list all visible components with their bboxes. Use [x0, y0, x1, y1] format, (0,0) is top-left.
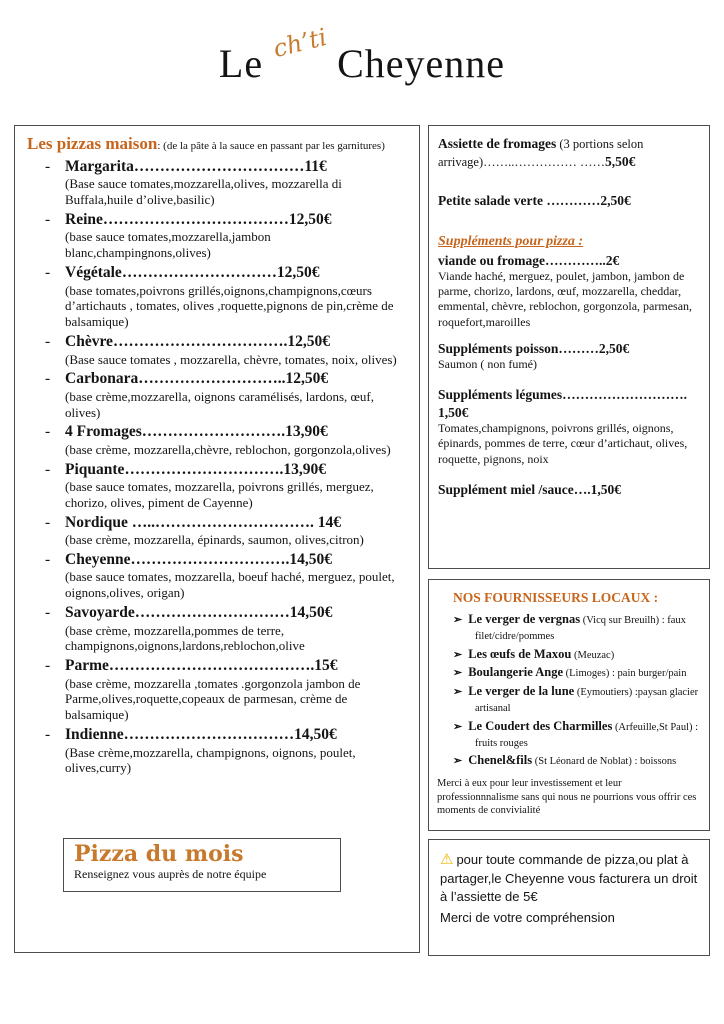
- pizza-price: 12,50€: [287, 333, 330, 351]
- supplier-detail: (Meuzac): [571, 649, 615, 661]
- pizza-leader: …..………………………….: [127, 513, 318, 531]
- arrow-bullet-icon: ➢: [453, 686, 463, 699]
- pizza-name: Reine: [65, 211, 103, 229]
- supplier-detail: (Vicq sur Breuilh) : faux filet/cidre/pommes: [475, 615, 686, 642]
- pizza-desc: (base crème,mozzarella, oignons caramélisés, lardons, œuf, olives): [65, 388, 374, 420]
- supplier-item: [437, 753, 701, 769]
- pizza-name: Végétale: [65, 264, 122, 282]
- pizza-desc: (Base sauce tomates , mozzarella, chèvre, tomates, noix, olives): [65, 351, 397, 367]
- arrow-bullet-icon: ➢: [453, 614, 463, 626]
- dash-bullet: -: [45, 726, 51, 744]
- supplier-name: Chenel&fils: [468, 753, 533, 768]
- pizza-name: Carbonara: [65, 370, 139, 388]
- pizza-name: Chèvre: [65, 333, 113, 351]
- title-le: Le: [218, 41, 264, 86]
- meat-list: Viande haché, merguez, poulet, jambon, jambon de parme, chorizo, lardons, œuf, mozzarella, cheddar, emmental, chèvre, reblochon, gorgonzola, parmesan, roquefort,maroilles: [438, 269, 693, 329]
- supplier-detail: (Limoges) : pain burger/pain: [563, 668, 687, 680]
- pizza-desc: (base crème, mozzarella,chèvre, reblochon, gorgonzola,olives): [65, 441, 391, 457]
- pizza-price: 14,50€: [289, 604, 333, 622]
- dash-bullet: -: [45, 264, 51, 282]
- pizza-leader: …………………………: [121, 264, 277, 282]
- supplier-name: Boulangerie Ange: [468, 665, 564, 680]
- pizza-desc: (base tomates,poivrons grillés,oignons,champignons,cœurs d’artichauts , tomates, olives ,roquette,pignons de pin,crème de balsamique): [65, 282, 394, 330]
- warning-icon: ⚠: [440, 851, 454, 868]
- pizza-name: Piquante: [65, 460, 125, 478]
- pizza-item: [45, 656, 407, 723]
- pizza-item: [45, 263, 407, 330]
- pizzas-heading: Les pizzas maison: [27, 134, 158, 153]
- vegetables-list: Tomates,champignons, poivrons grillés, oignons, épinards, pommes de terre, cœur d’artichaut, olives, roquette, pignons, noix: [438, 421, 688, 466]
- pizza-price: 14,50€: [294, 726, 337, 744]
- arrow-bullet-icon: ➢: [453, 755, 463, 768]
- pizza-leader: ……………………………: [123, 726, 295, 744]
- vegetables-line: [438, 386, 700, 421]
- arrow-bullet-icon: ➢: [453, 648, 463, 661]
- suppliers-heading: NOS FOURNISSEURS LOCAUX :: [453, 590, 659, 605]
- dash-bullet: -: [45, 604, 51, 622]
- supplier-item: [437, 665, 701, 681]
- pizza-item: [45, 460, 407, 511]
- fish-line: [438, 340, 700, 358]
- notice-text: pour toute commande de pizza,ou plat à partager,le Cheyenne vous facturera un droit à l’assiette de 5€: [440, 852, 698, 904]
- pizza-price: 12,50€: [285, 370, 329, 388]
- pizza-leader: ……………………….: [141, 423, 286, 441]
- pizza-desc: (base sauce tomates,mozzarella,jambon blanc,champingnons,olives): [65, 229, 271, 261]
- supplements-heading-line: [438, 232, 700, 250]
- pizza-desc: (base crème, mozzarella,pommes de terre, champignons,oignons,lardons,reblochon,olive: [65, 622, 305, 654]
- pizza-price: 12,50€: [288, 211, 332, 229]
- pizza-desc: (base sauce tomates, mozzarella, boeuf haché, merguez, poulet, oignons,olives, origan): [65, 569, 395, 601]
- supplier-name: Les œufs de Maxou: [468, 646, 572, 661]
- pizza-leader: …………………………….: [112, 333, 288, 351]
- honey-line: [438, 481, 700, 499]
- cheese-plate-price: 5,50€: [604, 153, 636, 169]
- dash-bullet: -: [45, 333, 51, 351]
- pizza-name: Cheyenne: [65, 551, 131, 569]
- pizza-item: [45, 210, 407, 261]
- meat-cheese-text: viande ou fromage…………..2€: [438, 252, 620, 268]
- pizza-item: [45, 157, 407, 208]
- suppliers-thanks-note: Merci à eux pour leur investissement et leur professionnnalisme sans qui nous ne pourrions vous offrir ces moments de convivialité: [437, 778, 697, 817]
- supplier-name: Le verger de vergnas: [468, 612, 581, 626]
- suppliers-box: [428, 579, 710, 831]
- pizza-desc: (base crème, mozzarella, épinards, saumon, olives,citron): [65, 532, 364, 548]
- pizza-name: Indienne: [65, 726, 124, 744]
- pizza-leader: ………………………………: [102, 211, 289, 229]
- honey-text: Supplément miel /sauce….1,50€: [438, 481, 622, 497]
- pizza-item: [45, 369, 407, 420]
- pizza-list: [23, 157, 411, 776]
- pizzas-heading-note: : (de la pâte à la sauce en passant par les garnitures): [157, 140, 385, 152]
- pizza-leader: ………………………….: [124, 460, 284, 478]
- pizza-leader: …………………………: [134, 604, 290, 622]
- dash-bullet: -: [45, 657, 51, 675]
- dash-bullet: -: [45, 211, 51, 229]
- cheese-plate-line: [438, 135, 700, 170]
- pizza-item: [45, 550, 407, 601]
- pizza-price: 12,50€: [276, 264, 320, 282]
- fish-note: Saumon ( non fumé): [438, 357, 537, 372]
- cheese-plate-name: Assiette de fromages: [438, 136, 557, 151]
- pizzas-box: [14, 125, 420, 953]
- pizza-item: [45, 725, 407, 776]
- supplier-name: Le Coudert des Charmilles: [468, 718, 613, 733]
- pizza-price: 14,50€: [289, 551, 332, 569]
- pizza-price: 13,90€: [285, 423, 328, 441]
- pizza-desc: (Base crème,mozzarella, champignons, oignons, poulet, olives,curry): [65, 744, 356, 776]
- title-chti-script: ch’ti: [270, 22, 330, 64]
- pizza-leader: ………………………………….: [108, 657, 315, 675]
- supplier-detail: (St Léonard de Noblat) : boissons: [532, 756, 677, 768]
- pizza-name: Margarita: [65, 158, 134, 175]
- supplier-item: [437, 612, 701, 644]
- dash-bullet: -: [45, 460, 51, 478]
- pizza-of-month-subtitle: Renseignez vous auprès de notre équipe: [74, 867, 267, 881]
- dash-bullet: -: [45, 423, 51, 441]
- fish-text: Suppléments poisson………2,50€: [438, 340, 630, 356]
- notice-thanks: Merci de votre compréhension: [440, 910, 615, 926]
- vegetables-text: Suppléments légumes………………………. 1,50€: [438, 387, 688, 420]
- pizza-price: 11€: [304, 158, 327, 175]
- pizza-item: [45, 332, 407, 367]
- pizza-of-month-title: Pizza du mois: [74, 841, 244, 867]
- supplier-detail: (Arfeuille,St Paul) : fruits rouges: [475, 721, 699, 749]
- pizza-of-month-box: [63, 838, 341, 892]
- salad-line: [438, 192, 700, 210]
- pizza-leader: ………………………..: [138, 370, 286, 388]
- pizza-desc: (Base sauce tomates,mozzarella,olives, mozzarella di Buffala,huile d’olive,basilic): [65, 176, 342, 208]
- pizza-leader: ………………………….: [130, 551, 290, 569]
- pizzas-heading-row: [27, 134, 411, 154]
- arrow-bullet-icon: ➢: [453, 667, 463, 680]
- dash-bullet: -: [45, 370, 51, 388]
- pizza-item: [45, 603, 407, 654]
- pizza-item: [45, 513, 407, 548]
- pizza-price: 15€: [314, 657, 338, 675]
- pizza-desc: (base sauce tomates, mozzarella, poivrons grillés, merguez, chorizo, olives, piment de Cayenne): [65, 479, 374, 510]
- dash-bullet: -: [45, 513, 51, 531]
- supplier-detail: (Eymoutiers) :paysan glacier artisanal: [475, 687, 699, 714]
- pizza-item: [45, 422, 407, 457]
- supplier-name: Le verger de la lune: [468, 684, 575, 699]
- dash-bullet: -: [45, 551, 51, 569]
- meat-cheese-line: [438, 252, 700, 270]
- supplements-heading: Suppléments pour pizza :: [438, 233, 584, 249]
- pizza-price: 14€: [317, 513, 341, 531]
- dash-bullet: -: [45, 158, 51, 175]
- page-title: [0, 22, 724, 87]
- pizza-leader: ……………………………: [133, 158, 305, 175]
- pizza-name: Savoyarde: [65, 604, 135, 622]
- pizza-desc: (base crème, mozzarella ,tomates .gorgonzola jambon de Parme,olives,roquette,copeaux de parmesan, crème de balsamique): [65, 675, 361, 723]
- pizza-name: 4 Fromages: [65, 423, 142, 441]
- supplier-item: [437, 719, 701, 751]
- supplier-item: [437, 684, 701, 716]
- salad-text: Petite salade verte …………2,50€: [438, 193, 631, 209]
- pizza-name: Parme: [65, 657, 109, 675]
- sides-supplements-box: [428, 125, 710, 569]
- pizza-price: 13,90€: [283, 460, 326, 478]
- pizza-name: Nordique: [65, 513, 128, 531]
- supplier-item: [437, 647, 701, 663]
- arrow-bullet-icon: ➢: [453, 720, 463, 733]
- title-cheyenne: Cheyenne: [337, 41, 506, 86]
- cheese-plate-detail: (3 portions selon arrivage)……..…………… ……: [438, 137, 644, 169]
- notice-box: [428, 839, 710, 956]
